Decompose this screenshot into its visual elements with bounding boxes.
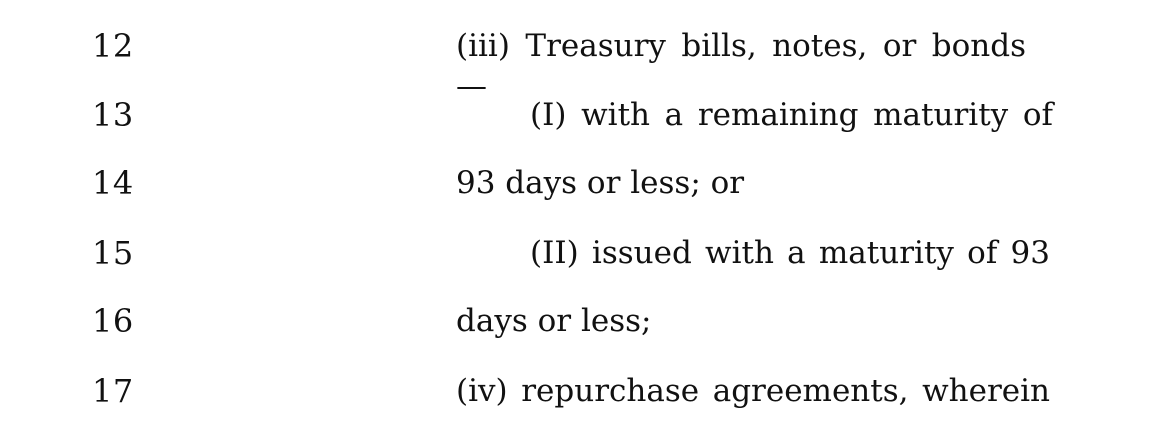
line-number: 16 [92, 302, 134, 340]
line-text: (iv) repurchase agreements, wherein [456, 373, 1050, 409]
line-number: 17 [92, 372, 134, 410]
document-line [0, 233, 1168, 302]
line-text: 93 days or less; or [456, 165, 745, 201]
line-number: 13 [92, 96, 134, 134]
line-text: (iii) Treasury bills, notes, or bonds— [456, 28, 1026, 104]
line-text: (II) issued with a maturity of 93 [530, 235, 1050, 271]
line-text: days or less; [456, 303, 652, 339]
line-number: 12 [92, 27, 134, 65]
line-number: 14 [92, 164, 134, 202]
document-line [0, 95, 1168, 164]
document-line [0, 301, 1168, 370]
document-line [0, 26, 1168, 104]
line-text: (I) with a remaining maturity of [530, 97, 1053, 133]
document-line [0, 371, 1168, 440]
document-line [0, 163, 1168, 232]
line-number: 15 [92, 234, 134, 272]
